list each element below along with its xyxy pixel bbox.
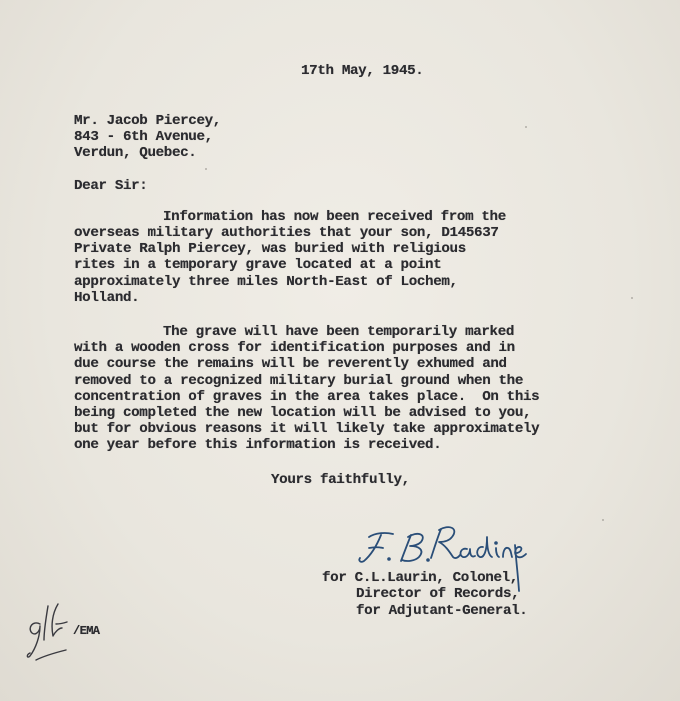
paragraph-2-line: with a wooden cross for identification purposes and in: [74, 340, 515, 356]
handwritten-initials: [22, 598, 78, 664]
paragraph-2-line: one year before this information is received.: [74, 437, 442, 453]
paragraph-2-line: but for obvious reasons it will likely take approximately: [74, 421, 540, 437]
letter-date: 17th May, 1945.: [301, 63, 424, 79]
paragraph-2-line: concentration of graves in the area takes place. On this: [74, 389, 540, 405]
address-line: 843 - 6th Avenue,: [74, 129, 213, 145]
paragraph-2-line: due course the remains will be reverently exhumed and: [74, 356, 507, 372]
paragraph-2-line: being completed the new location will be advised to you,: [74, 405, 532, 421]
paper-speck: [205, 168, 207, 170]
closing: Yours faithfully,: [271, 472, 410, 488]
reference-initials: /EMA: [73, 624, 100, 638]
signature-block-line: for C.L.Laurin, Colonel,: [322, 570, 518, 586]
paragraph-1-line: Private Ralph Piercey, was buried with religious: [74, 241, 466, 257]
paragraph-1-line: Information has now been received from the: [163, 209, 506, 225]
paper-speck: [631, 297, 633, 299]
paragraph-1-line: approximately three miles North-East of Lochem,: [74, 274, 458, 290]
paragraph-2-line: The grave will have been temporarily marked: [163, 324, 515, 340]
signature-block-line: for Adjutant-General.: [356, 603, 528, 619]
salutation: Dear Sir:: [74, 178, 148, 194]
paragraph-1-line: overseas military authorities that your son, D145637: [74, 225, 499, 241]
paragraph-2-line: removed to a recognized military burial ground when the: [74, 373, 524, 389]
paragraph-1-line: Holland.: [74, 290, 140, 306]
paper-speck: [525, 126, 527, 128]
paper-speck: [602, 519, 604, 521]
paragraph-1-line: rites in a temporary grave located at a point: [74, 257, 442, 273]
signature-block-line: Director of Records,: [356, 586, 520, 602]
address-line: Verdun, Quebec.: [74, 145, 197, 161]
address-line: Mr. Jacob Piercey,: [74, 113, 221, 129]
